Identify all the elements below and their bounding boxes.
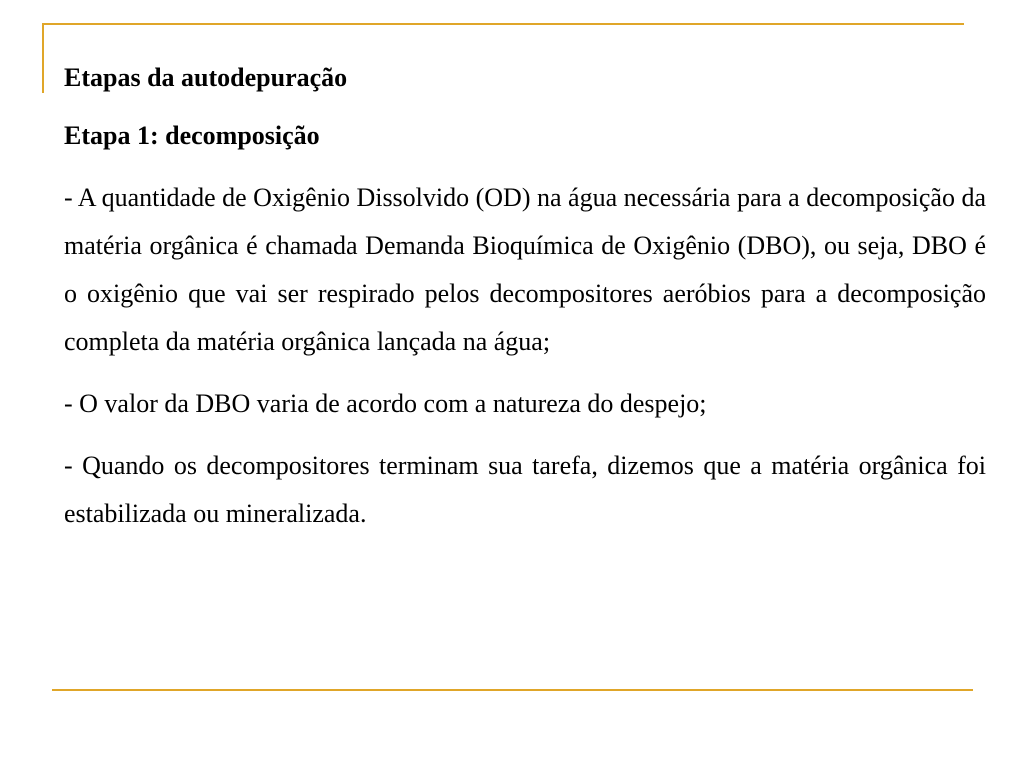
left-accent-rule — [42, 23, 44, 93]
bullet-paragraph-3: - Quando os decompositores terminam sua tarefa, dizemos que a matéria orgânica foi estabilizada ou mineralizada. — [64, 451, 986, 528]
slide-title: Etapas da autodepuração — [64, 63, 348, 92]
bullet-paragraph-1: - A quantidade de Oxigênio Dissolvido (OD) na água necessária para a decomposição da matéria orgânica é chamada Demanda Bioquímica de Oxigênio (DBO), ou seja, DBO é o oxigênio que vai ser respirado pelos decompositores aeróbios para a decomposição completa da matéria orgânica lançada na água; — [64, 183, 986, 356]
bullet-paragraph-2: - O valor da DBO varia de acordo com a natureza do despejo; — [64, 389, 707, 418]
slide-content — [64, 58, 986, 552]
top-accent-rule — [42, 23, 964, 25]
bottom-accent-rule — [52, 689, 973, 691]
slide-subtitle: Etapa 1: decomposição — [64, 121, 320, 150]
